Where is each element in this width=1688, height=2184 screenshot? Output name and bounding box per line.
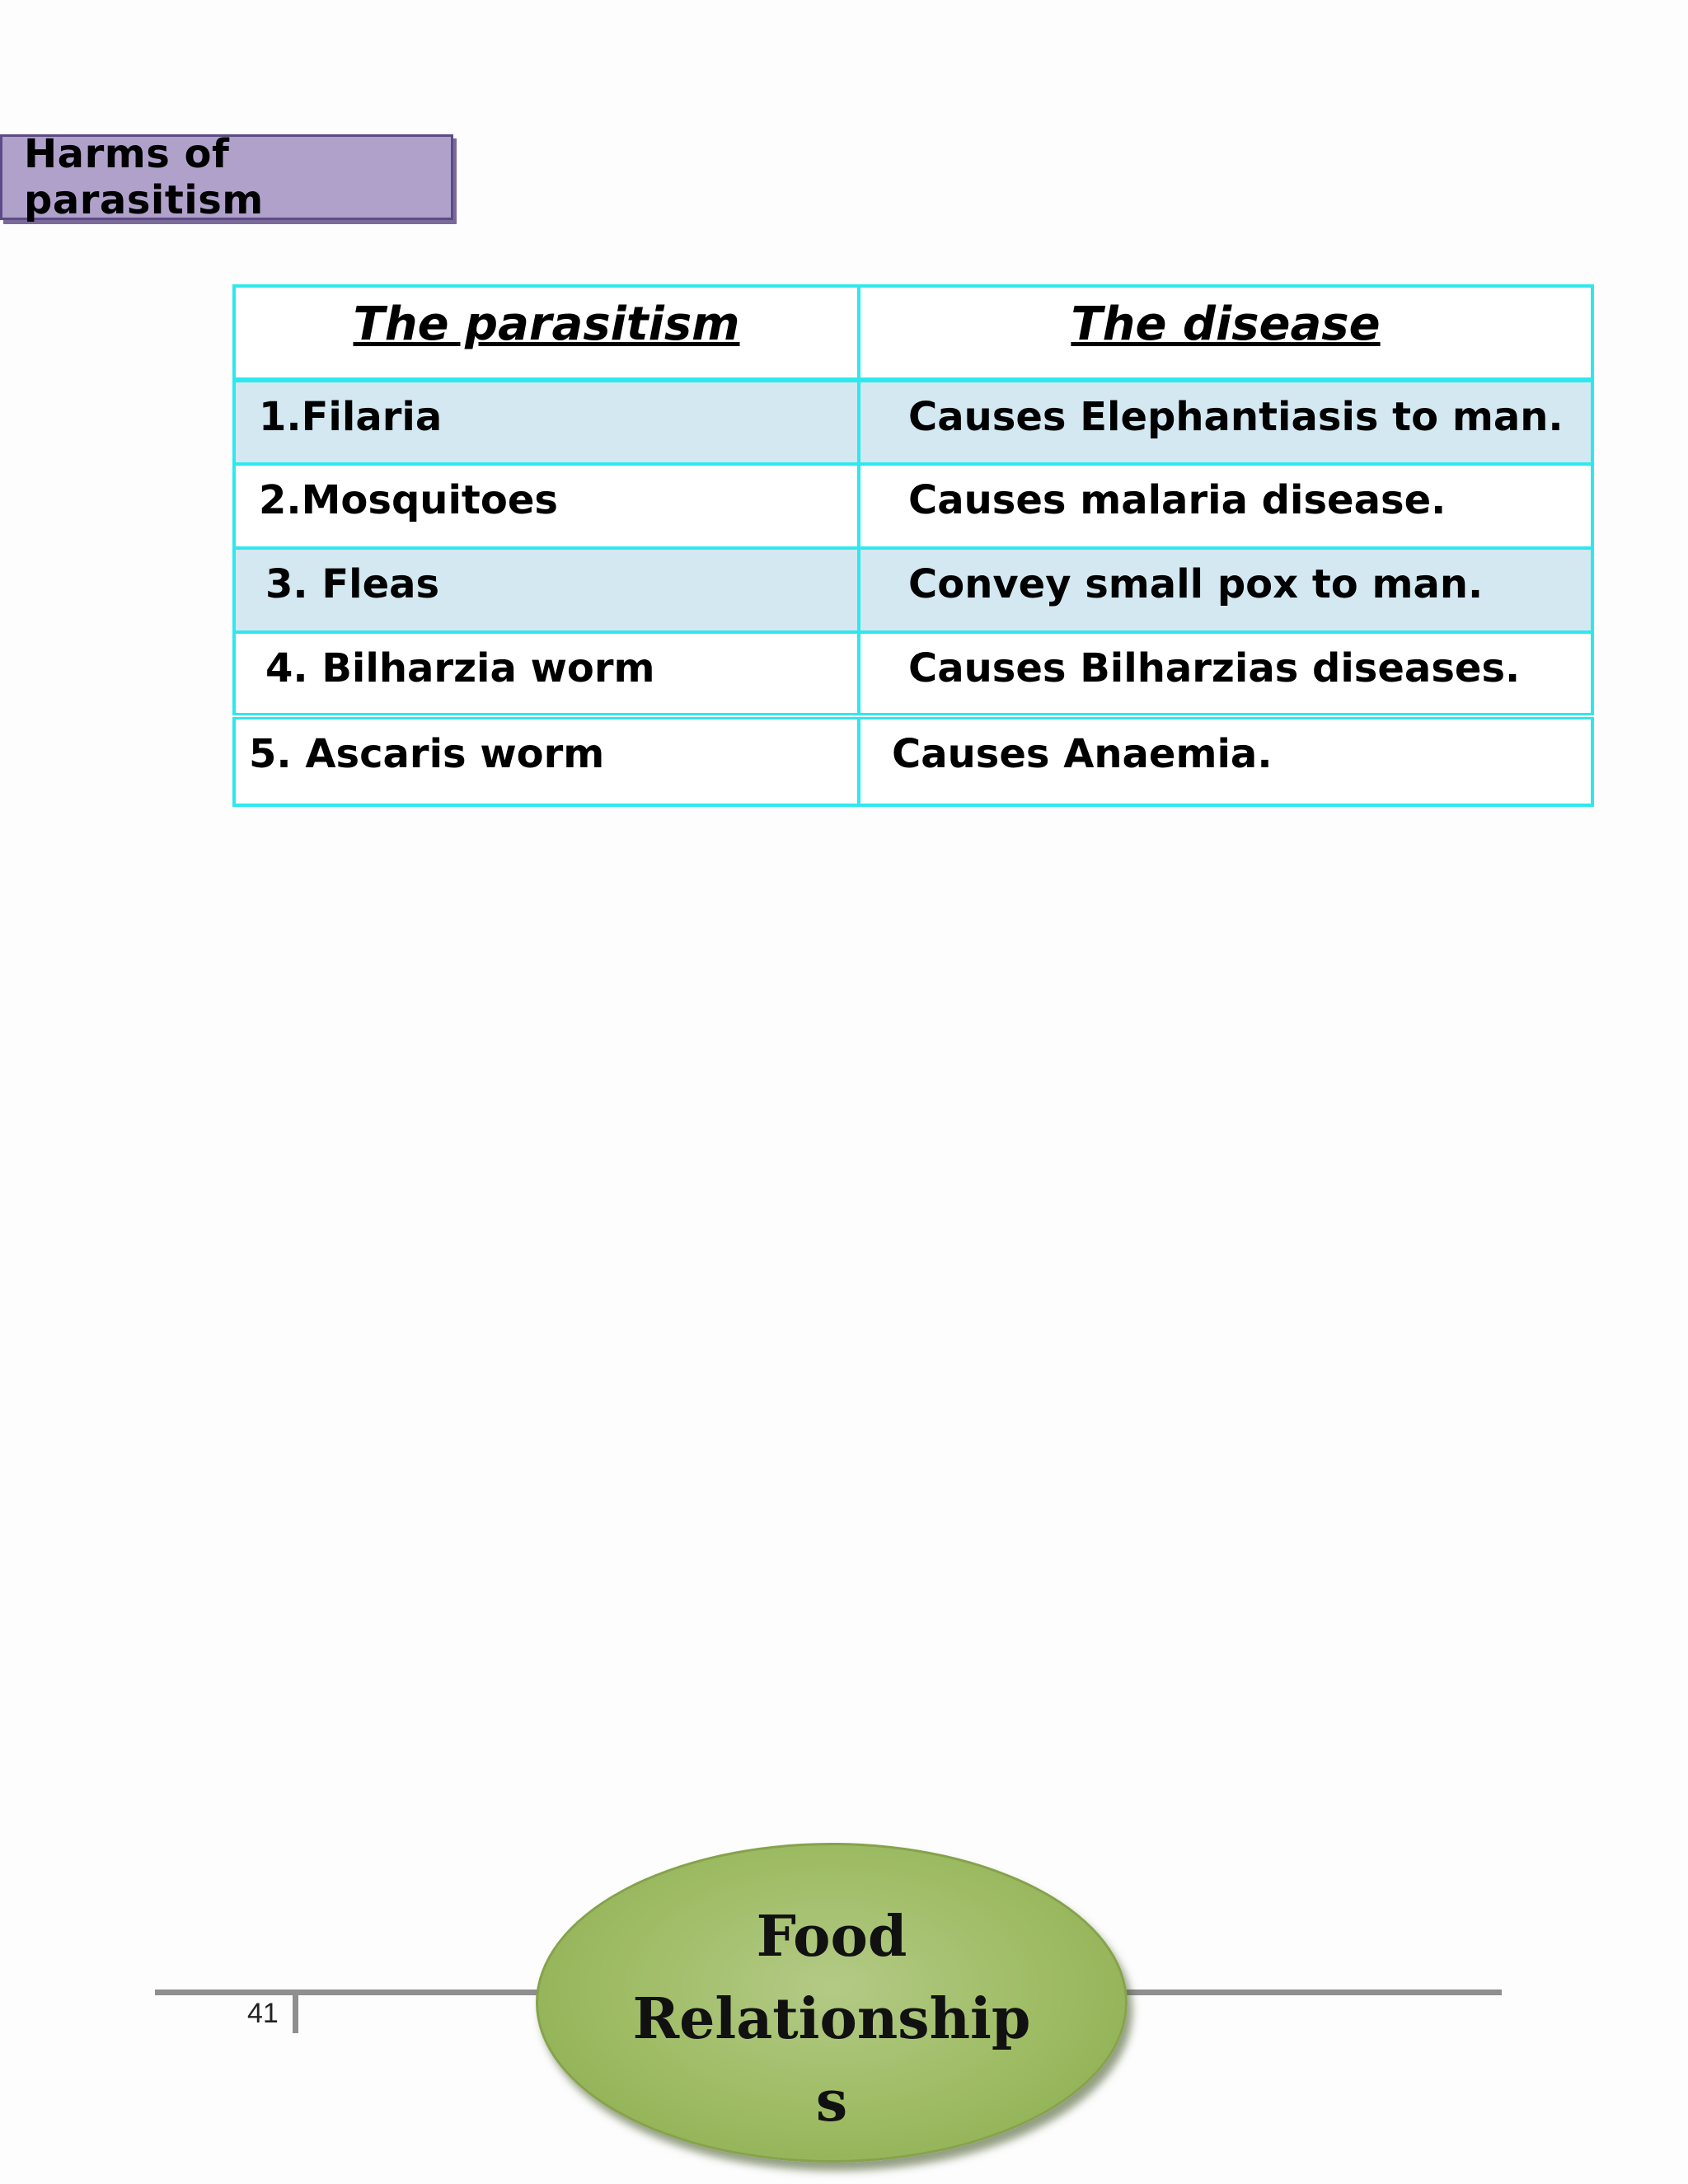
disease-cell: Causes malaria disease.	[859, 464, 1592, 548]
table-header-row	[234, 286, 1592, 380]
parasite-cell: 1.Filaria	[234, 380, 859, 464]
parasitism-table	[232, 284, 1594, 807]
chapter-banner-line-1: Food	[756, 1904, 907, 1970]
page-number-divider	[293, 1995, 298, 2033]
parasite-cell: 2.Mosquitoes	[234, 464, 859, 548]
disease-cell: Causes Bilharzias diseases.	[859, 632, 1592, 716]
page-number: 41	[247, 1998, 279, 2029]
chapter-banner-line-3: s	[815, 2069, 848, 2135]
disease-cell: Causes Elephantiasis to man.	[859, 380, 1592, 464]
footer-rule-right	[1121, 1990, 1502, 1995]
disease-cell: Convey small pox to man.	[859, 548, 1592, 632]
chapter-banner-text	[536, 1896, 1128, 2143]
header-disease: The disease	[859, 286, 1592, 380]
header-parasitism: The parasitism	[234, 286, 859, 380]
table-row	[234, 716, 1592, 805]
parasite-cell: 3. Fleas	[234, 548, 859, 632]
table-row	[234, 548, 1592, 632]
parasite-cell: 4. Bilharzia worm	[234, 632, 859, 716]
table-row	[234, 464, 1592, 548]
table-row	[234, 632, 1592, 716]
section-title-text: Harms of parasitism	[24, 131, 264, 223]
section-title-tag	[0, 131, 453, 223]
chapter-banner-line-2: Relationship	[632, 1986, 1031, 2052]
disease-cell: Causes Anaemia.	[859, 716, 1592, 805]
table-row	[234, 380, 1592, 464]
footer-rule-left	[155, 1990, 542, 1995]
parasite-cell: 5. Ascaris worm	[234, 716, 859, 805]
